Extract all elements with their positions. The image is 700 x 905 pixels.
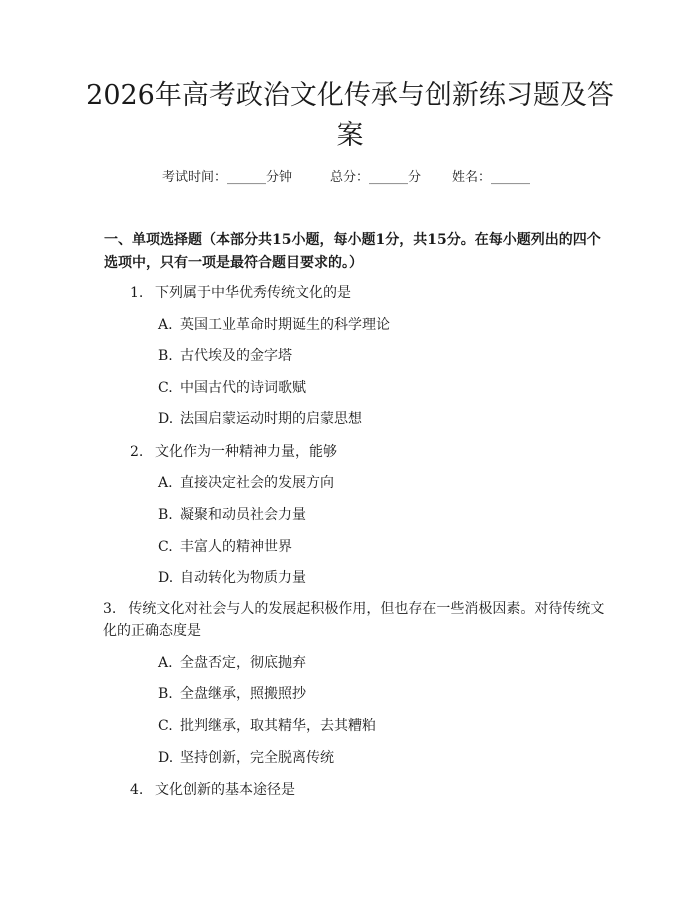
option-letter: B. (158, 686, 173, 702)
option-text: 全盘继承，照搬照抄 (180, 686, 306, 702)
option-letter: D. (158, 411, 174, 427)
option-text: 坚持创新，完全脱离传统 (180, 750, 334, 766)
question-stem: 传统文化对社会与人的发展起积极作用，但也存在一些消极因素。对待传统文化的正确态度是 (103, 601, 605, 639)
option-text: 丰富人的精神世界 (180, 539, 292, 555)
question-1 (103, 282, 613, 304)
option-text: 全盘否定，彻底抛弃 (180, 655, 306, 671)
section-heading: 一、单项选择题（本部分共15小题，每小题1分，共15分。在每小题列出的四个选项中，只有一项是最符合题目要求的。） (104, 232, 601, 271)
question-2-option-b (158, 505, 306, 525)
option-letter: A. (158, 655, 173, 671)
option-letter: D. (158, 750, 174, 766)
question-stem: 下列属于中华优秀传统文化的是 (155, 285, 351, 301)
question-number: 2. (130, 444, 144, 460)
option-letter: D. (158, 570, 174, 586)
question-3-option-b (158, 684, 306, 704)
option-letter: C. (158, 380, 173, 396)
option-text: 英国工业革命时期诞生的科学理论 (180, 317, 390, 333)
exam-meta (0, 168, 700, 188)
option-letter: C. (158, 718, 173, 734)
question-1-option-c (158, 378, 306, 398)
exam-time-field: 考试时间：______分钟 (162, 170, 293, 185)
option-letter: B. (158, 348, 173, 364)
question-3-option-c (158, 716, 376, 736)
question-number: 4. (130, 782, 144, 798)
question-2-option-c (158, 537, 292, 557)
question-3 (103, 598, 608, 642)
option-text: 古代埃及的金字塔 (180, 348, 292, 364)
question-3-option-a (158, 653, 306, 673)
question-1-option-b (158, 346, 292, 366)
question-2-option-d (158, 568, 306, 588)
option-text: 中国古代的诗词歌赋 (180, 380, 306, 396)
option-letter: A. (158, 317, 173, 333)
option-text: 批判继承，取其精华，去其糟粕 (180, 718, 376, 734)
question-1-option-a (158, 315, 390, 335)
option-text: 凝聚和动员社会力量 (180, 507, 306, 523)
option-letter: B. (158, 507, 173, 523)
question-2 (103, 441, 613, 463)
question-4 (103, 779, 613, 801)
question-stem: 文化创新的基本途径是 (155, 782, 295, 798)
page-title: 2026年高考政治文化传承与创新练习题及答案 (86, 80, 614, 151)
student-name-field: 姓名：______ (452, 170, 531, 185)
question-stem: 文化作为一种精神力量，能够 (155, 444, 337, 460)
option-text: 直接决定社会的发展方向 (180, 475, 334, 491)
question-3-option-d (158, 748, 334, 768)
option-text: 法国启蒙运动时期的启蒙思想 (180, 411, 362, 427)
total-score-field: 总分：______分 (330, 170, 422, 185)
option-text: 自动转化为物质力量 (180, 570, 306, 586)
question-number: 3. (103, 601, 117, 617)
option-letter: A. (158, 475, 173, 491)
option-letter: C. (158, 539, 173, 555)
question-number: 1. (130, 285, 144, 301)
question-1-option-d (158, 409, 362, 429)
question-2-option-a (158, 473, 334, 493)
